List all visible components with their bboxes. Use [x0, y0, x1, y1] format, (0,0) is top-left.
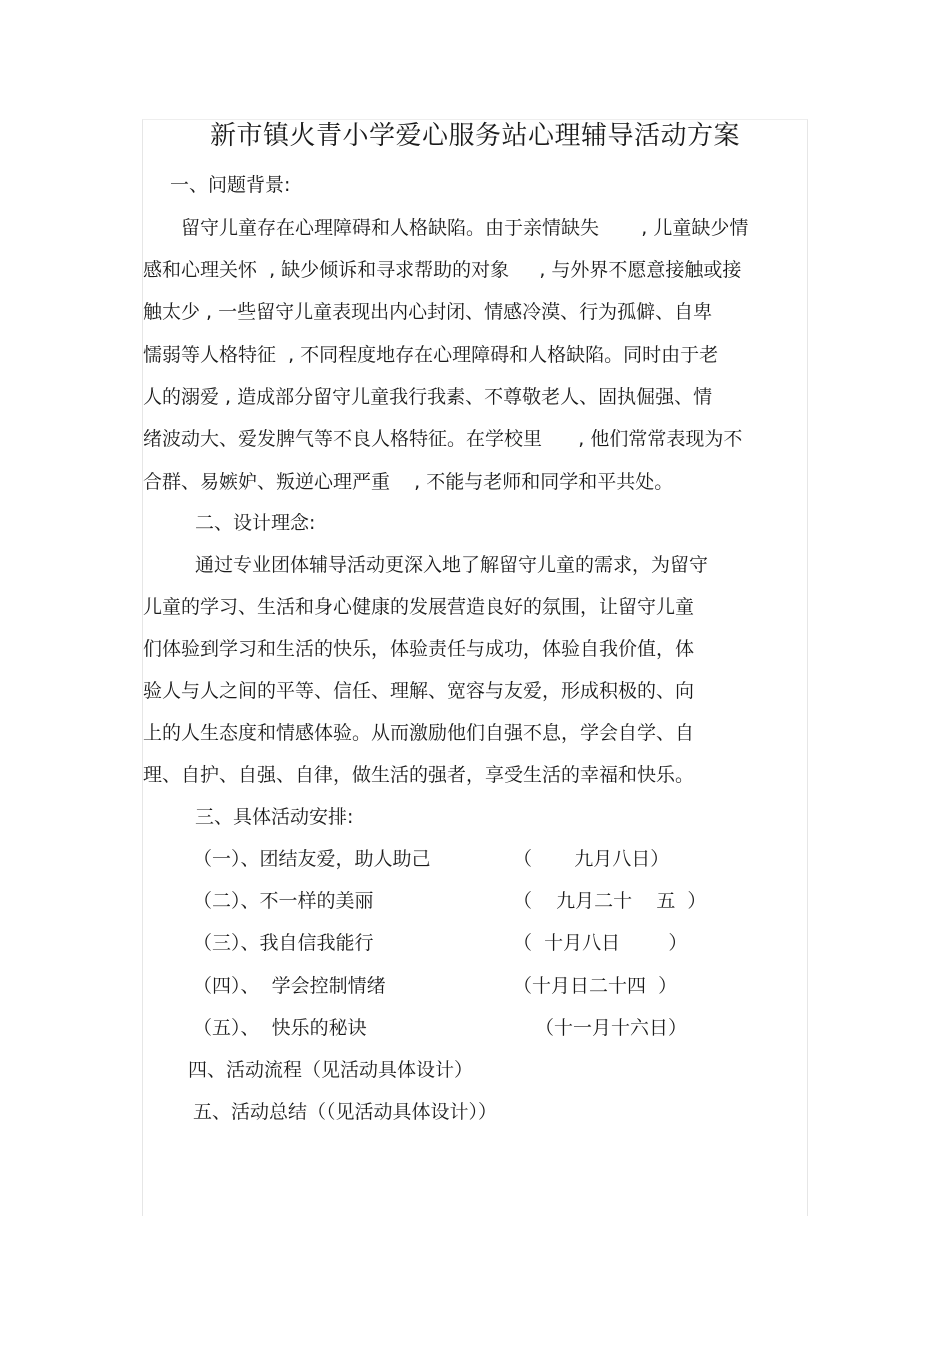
- activity-name: （三）、我自信我能行: [193, 932, 374, 954]
- activity-name: （一）、团结友爱，助人助己: [193, 848, 431, 870]
- paragraph-line: 留守儿童存在心理障碍和人格缺陷。由于亲情缺失 , 儿童缺少情: [181, 217, 749, 239]
- paragraph-line: 上的人生态度和情感体验。从而激励他们自强不息，学会自学、自: [143, 722, 695, 744]
- paragraph-line: 懦弱等人格特征 , 不同程度地存在心理障碍和人格缺陷。同时由于老: [143, 344, 719, 366]
- activity-date: （十月日二十四 ）: [513, 975, 678, 997]
- paragraph-line: 人的溺爱 , 造成部分留守儿童我行我素、不尊敬老人、固执倔强、情: [143, 386, 713, 408]
- paragraph-line: 验人与人之间的平等、信任、理解、宽容与友爱，形成积极的、向: [143, 680, 695, 702]
- activity-date: （十一月十六日）: [535, 1017, 688, 1039]
- paragraph-line: 儿童的学习、生活和身心健康的发展营造良好的氛围，让留守儿童: [143, 596, 695, 618]
- section-1-heading: 一、问题背景:: [170, 174, 291, 196]
- section-2-heading: 二、设计理念:: [195, 512, 316, 534]
- paragraph-line: 理、自护、自强、自律，做生活的强者，享受生活的幸福和快乐。: [143, 764, 695, 786]
- section-3-heading: 三、具体活动安排:: [195, 806, 354, 828]
- paragraph-line: 绪波动大、爱发脾气等不良人格特征。在学校里 , 他们常常表现为不: [143, 428, 743, 450]
- activity-name: （二）、不一样的美丽: [193, 890, 374, 912]
- section-4-heading: 四、活动流程（见活动具体设计）: [188, 1059, 474, 1081]
- activity-date: （ 九月八日）: [513, 848, 670, 870]
- paragraph-line: 触太少 , 一些留守儿童表现出内心封闭、情感冷漠、行为孤僻、自卑: [143, 301, 713, 323]
- activity-date: （ 十月八日 ）: [513, 932, 688, 954]
- document-title: 新市镇火青小学爱心服务站心理辅导活动方案: [209, 121, 740, 151]
- activity-date: （ 九月二十 五 ）: [513, 890, 707, 912]
- paragraph-line: 们体验到学习和生活的快乐，体验责任与成功，体验自我价值，体: [143, 638, 695, 660]
- page-frame: [142, 119, 808, 1216]
- activity-name: （四）、 学会控制情绪: [193, 975, 386, 997]
- paragraph-line: 合群、易嫉妒、叛逆心理严重 , 不能与老师和同学和平共处。: [143, 471, 674, 493]
- activity-name: （五）、 快乐的秘诀: [193, 1017, 367, 1039]
- paragraph-line: 通过专业团体辅导活动更深入地了解留守儿童的需求，为留守: [195, 554, 709, 576]
- section-5-heading: 五、活动总结（（见活动具体设计））: [193, 1101, 498, 1123]
- paragraph-line: 感和心理关怀 , 缺少倾诉和寻求帮助的对象 , 与外界不愿意接触或接: [143, 259, 742, 281]
